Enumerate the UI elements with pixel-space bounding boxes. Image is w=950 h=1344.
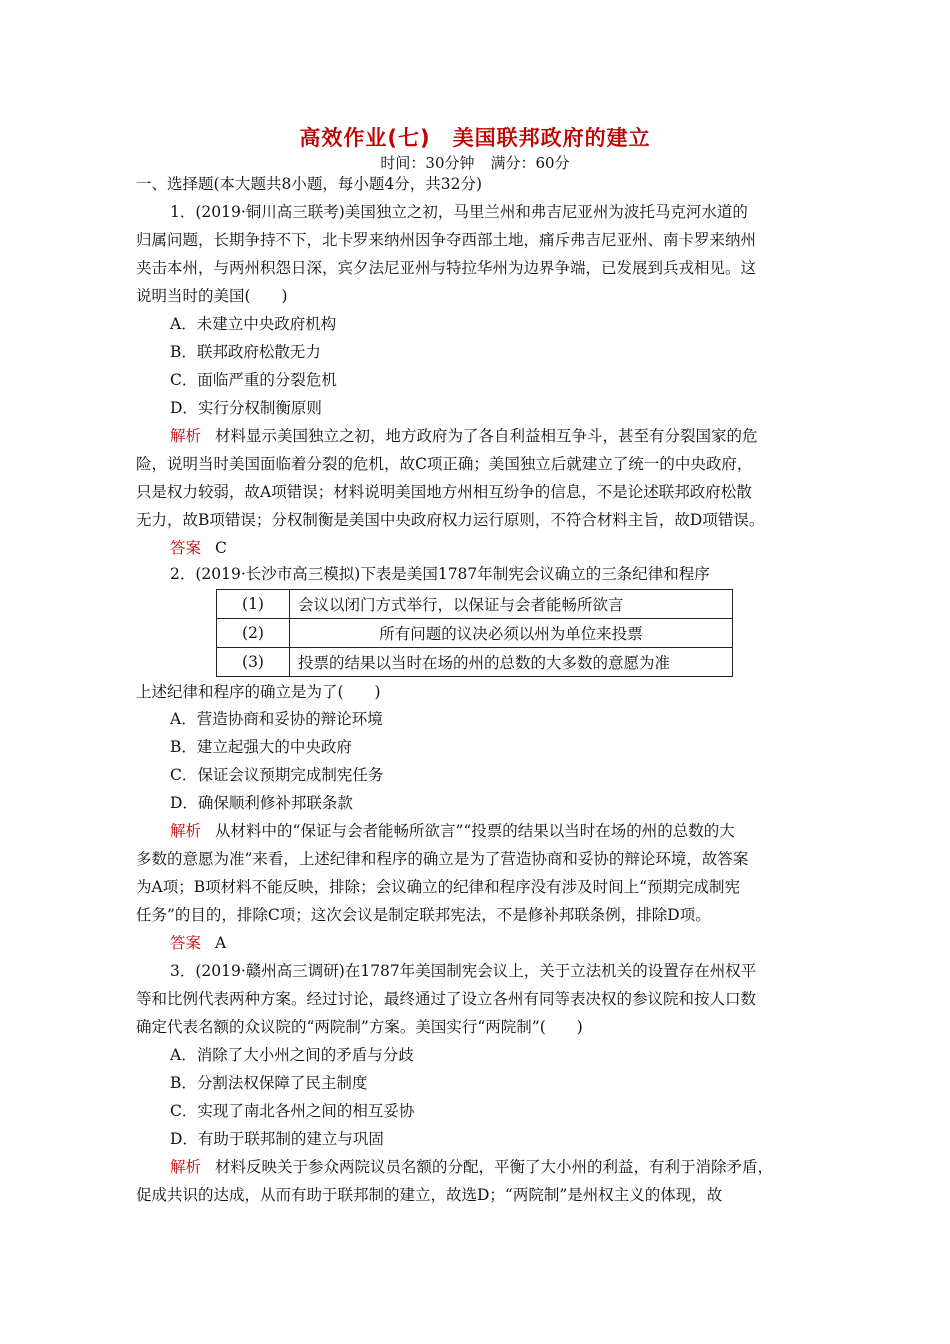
q2-option-a: A．营造协商和妥协的辩论环境 [170, 710, 383, 728]
page-title [0, 122, 950, 152]
time-limit: 时间：30分钟 [380, 154, 475, 172]
q1-stem-line: 说明当时的美国( ) [136, 287, 288, 305]
rules-table [216, 589, 733, 677]
q1-analysis-line: 险，说明当时美国面临着分裂的危机，故C项正确；美国独立后就建立了统一的中央政府， [136, 455, 753, 473]
q2-answer [170, 933, 860, 953]
title-left: 高效作业(七) [299, 126, 431, 150]
q1-analysis-line: 无力，故B项错误；分权制衡是美国中央政府权力运行原则，不符合材料主旨，故D项错误。 [136, 511, 765, 529]
full-score: 满分：60分 [490, 154, 570, 172]
q3-analysis-line: 促成共识的达成，从而有助于联邦制的建立，故选D；“两院制”是州权主义的体现，故 [136, 1186, 723, 1204]
analysis-label: 解析 [170, 427, 202, 445]
q1-stem-line: 1．(2019·铜川高三联考)美国独立之初，马里兰州和弗吉尼亚州为波托马克河水道的 [170, 203, 748, 221]
section-heading: 一、选择题(本大题共8小题，每小题4分，共32分) [136, 175, 483, 193]
q3-option-a: A．消除了大小州之间的矛盾与分歧 [170, 1046, 414, 1064]
q2-stem-line: 2．(2019·长沙市高三模拟)下表是美国1787年制宪会议确立的三条纪律和程序 [170, 565, 710, 583]
answer-label: 答案 [170, 934, 202, 952]
answer-value: A [215, 934, 227, 952]
answer-label: 答案 [170, 539, 202, 557]
q3-stem-line: 等和比例代表两种方案。经过讨论，最终通过了设立各州有同等表决权的参议院和按人口数 [136, 990, 757, 1008]
q1-option-d: D．实行分权制衡原则 [170, 399, 322, 417]
analysis-label: 解析 [170, 1158, 202, 1176]
title-right: 美国联邦政府的建立 [452, 126, 651, 150]
q1-answer [170, 538, 860, 558]
q3-option-b: B．分割法权保障了民主制度 [170, 1074, 368, 1092]
q3-option-c: C．实现了南北各州之间的相互妥协 [170, 1102, 415, 1120]
table-row [217, 648, 733, 677]
table-cell-text: 所有问题的议决必须以州为单位来投票 [290, 619, 733, 648]
q3-stem-line: 3．(2019·赣州高三调研)在1787年美国制宪会议上，关于立法机关的设置存在州权平 [170, 962, 757, 980]
table-row [217, 619, 733, 648]
page-subtitle [0, 152, 950, 173]
table-cell-text: 会议以闭门方式举行，以保证与会者能畅所欲言 [290, 590, 733, 619]
q1-stem-line: 归属问题，长期争持不下，北卡罗来纳州因争夺西部土地，痛斥弗吉尼亚州、南卡罗来纳州 [136, 231, 757, 249]
table-cell-text: 投票的结果以当时在场的州的总数的大多数的意愿为准 [290, 648, 733, 677]
q2-option-d: D．确保顺利修补邦联条款 [170, 794, 353, 812]
q1-option-c: C．面临严重的分裂危机 [170, 371, 337, 389]
q1-option-a: A．未建立中央政府机构 [170, 315, 337, 333]
q3-analysis-line: 解析 材料反映关于参众两院议员名额的分配，平衡了大小州的利益，有利于消除矛盾， [170, 1158, 774, 1176]
q2-analysis-line: 多数的意愿为准”来看，上述纪律和程序的确立是为了营造协商和妥协的辩论环境，故答案 [136, 850, 749, 868]
q2-question: 上述纪律和程序的确立是为了( ) [136, 683, 381, 701]
q3-stem-line: 确定代表名额的众议院的“两院制”方案。美国实行“两院制”( ) [136, 1018, 583, 1036]
q1-analysis-line: 解析 材料显示美国独立之初，地方政府为了各自利益相互争斗，甚至有分裂国家的危 [170, 427, 758, 445]
answer-value: C [215, 539, 227, 557]
q1-option-b: B．联邦政府松散无力 [170, 343, 321, 361]
analysis-label: 解析 [170, 822, 202, 840]
q2-analysis-line: 为A项；B项材料不能反映，排除；会议确立的纪律和程序没有涉及时间上“预期完成制宪 [136, 878, 741, 896]
q1-stem-line: 夹击本州，与两州积怨日深，宾夕法尼亚州与特拉华州为边界争端，已发展到兵戎相见。这 [136, 259, 757, 277]
q2-option-b: B．建立起强大的中央政府 [170, 738, 352, 756]
q3-option-d: D．有助于联邦制的建立与巩固 [170, 1130, 384, 1148]
table-cell-num: (1) [217, 590, 290, 619]
table-cell-num: (2) [217, 619, 290, 648]
table-cell-num: (3) [217, 648, 290, 677]
q2-option-c: C．保证会议预期完成制宪任务 [170, 766, 384, 784]
table-row [217, 590, 733, 619]
q2-analysis-line: 任务”的目的，排除C项；这次会议是制定联邦宪法，不是修补邦联条例，排除D项。 [136, 906, 711, 924]
q1-analysis-line: 只是权力较弱，故A项错误；材料说明美国地方州相互纷争的信息，不是论述联邦政府松散 [136, 483, 752, 501]
q2-analysis-line: 解析 从材料中的“保证与会者能畅所欲言”“投票的结果以当时在场的州的总数的大 [170, 822, 735, 840]
